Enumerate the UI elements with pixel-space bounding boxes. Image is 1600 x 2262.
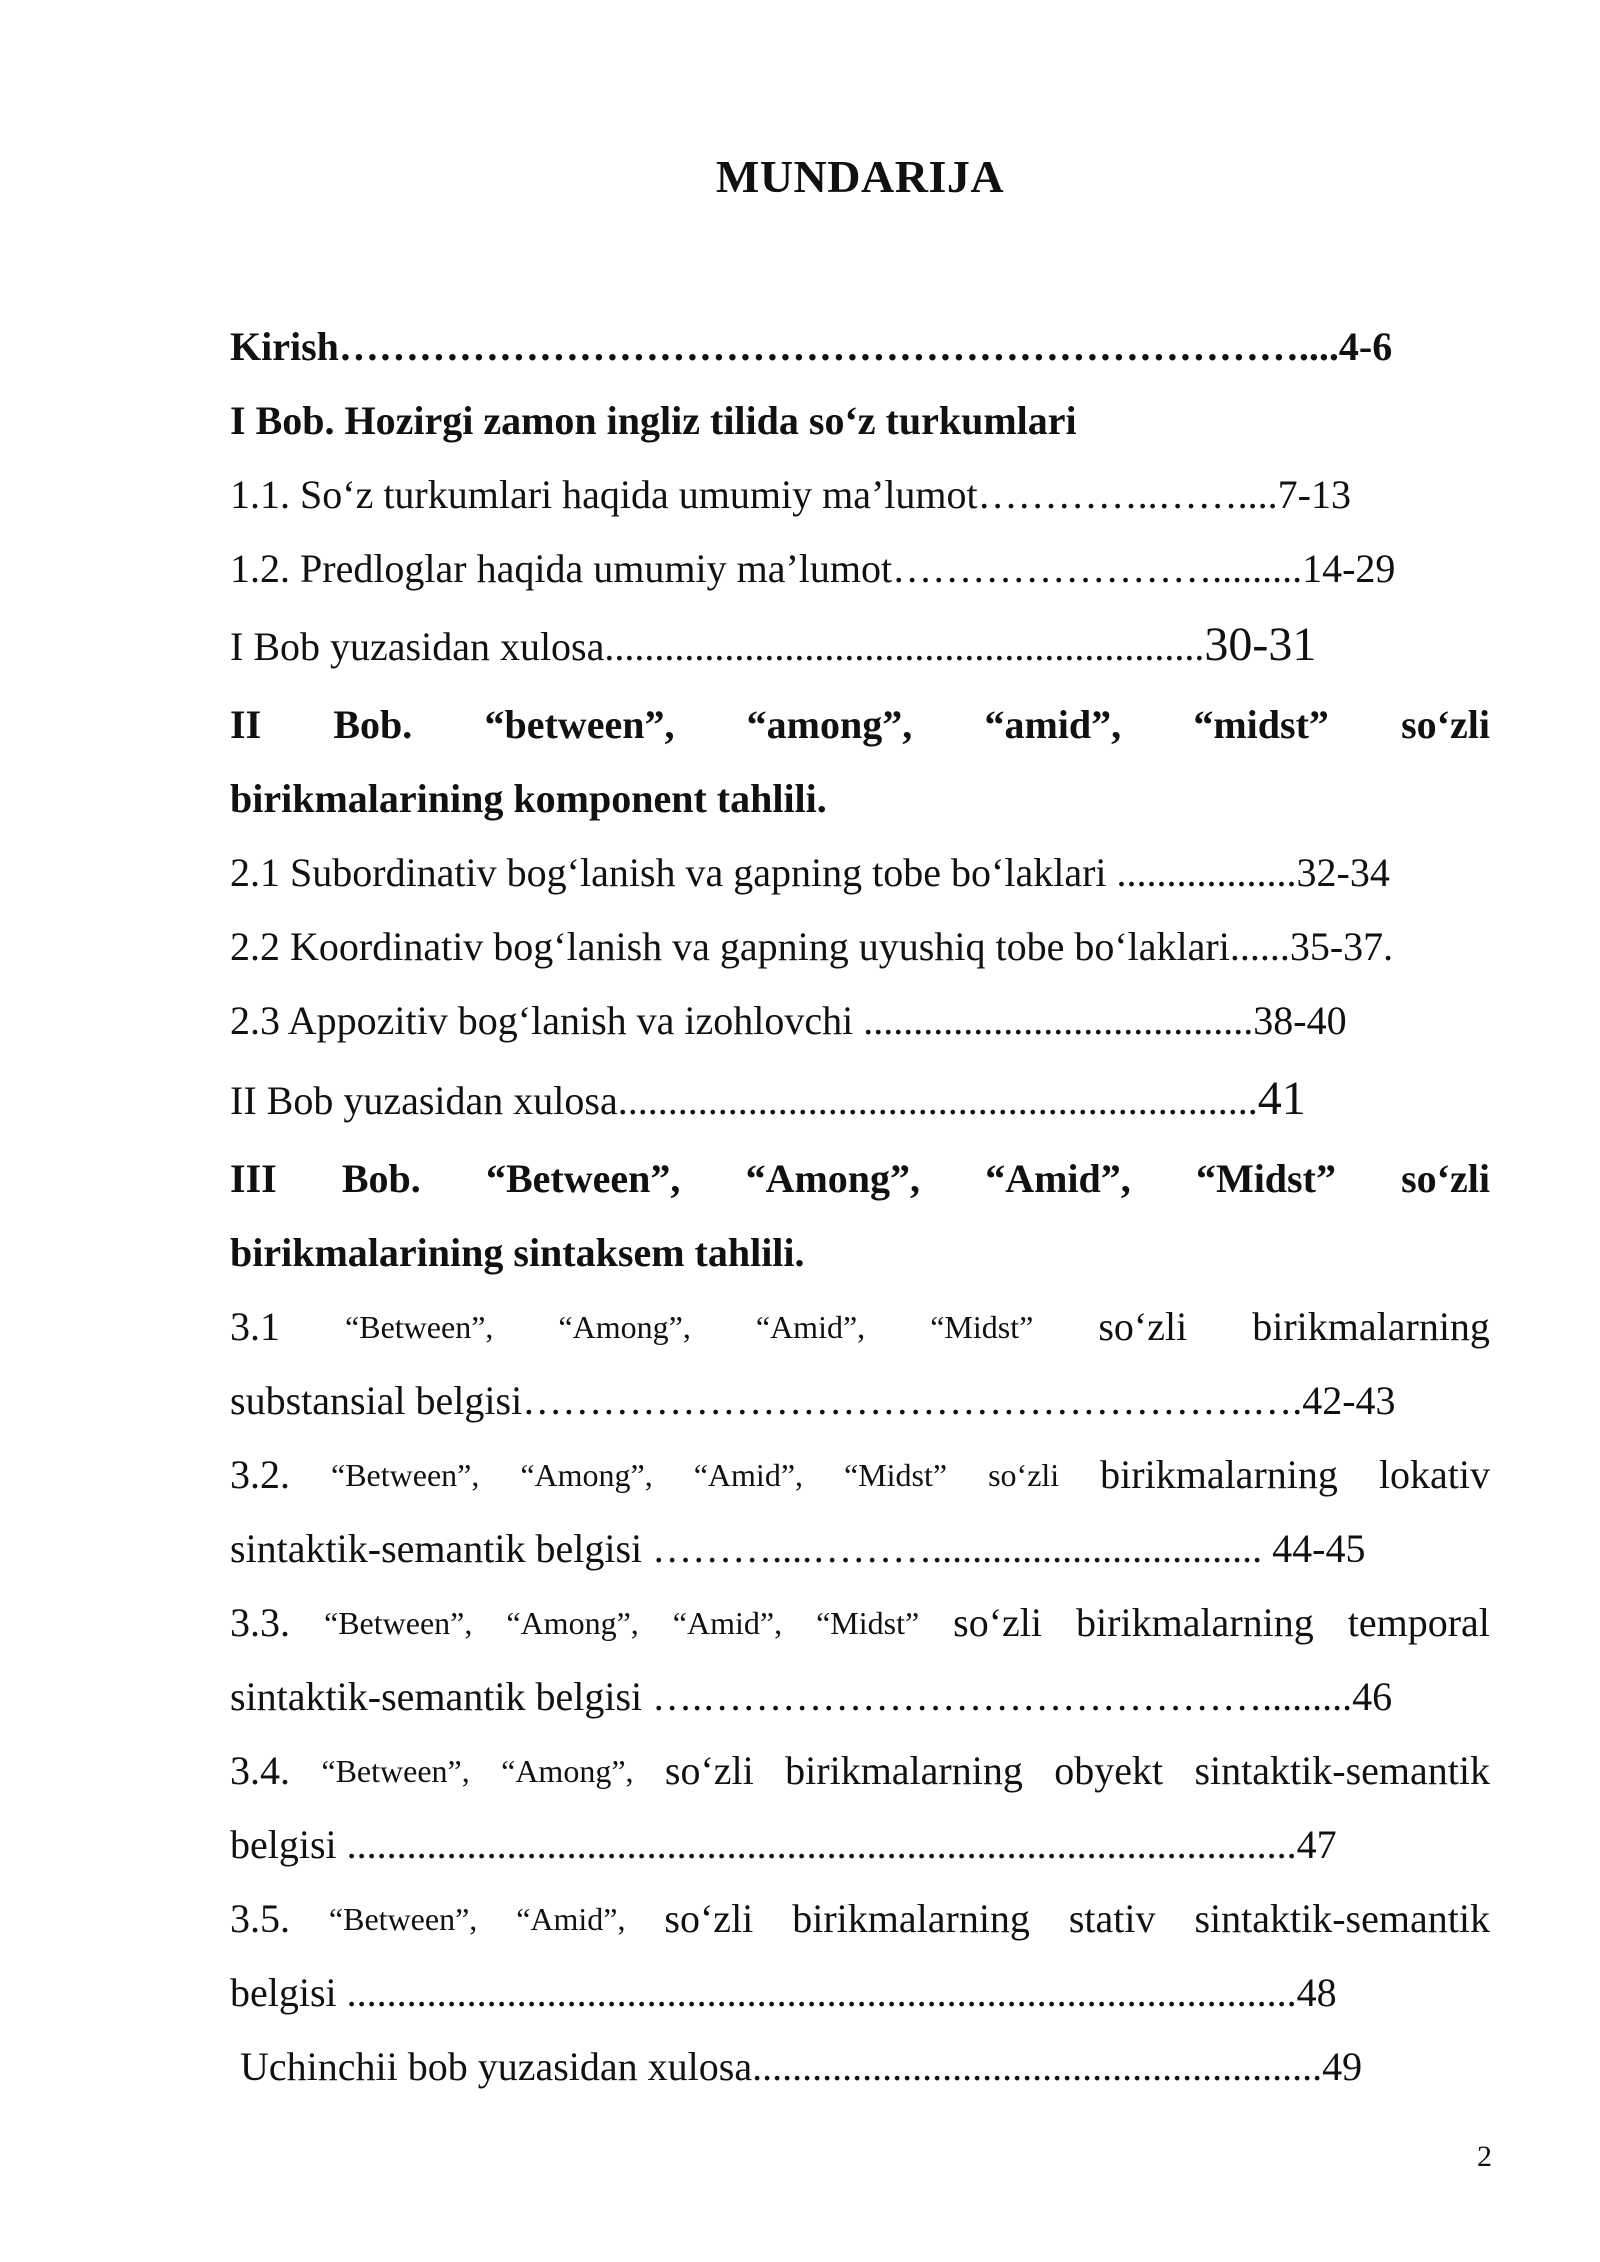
word: obyekt xyxy=(1054,1748,1164,1793)
word: “Between”, xyxy=(321,1753,470,1789)
word: 3.2. xyxy=(230,1452,290,1497)
toc-entry-1-2: 1.2. Predloglar haqida umumiy ma’lumot…………………….........14-29 xyxy=(230,546,1396,591)
word: “Between”, xyxy=(485,1156,681,1201)
word: Bob. xyxy=(341,1156,421,1201)
word: 3.5. xyxy=(230,1896,290,1941)
word: so‘zli xyxy=(1401,1156,1490,1201)
toc-chapter-2-heading-line1 xyxy=(230,700,1490,750)
word: so‘zli xyxy=(988,1457,1060,1493)
word: “Midst” xyxy=(930,1309,1034,1345)
word: birikmalarning xyxy=(1076,1600,1314,1645)
word: “Between”, xyxy=(324,1605,473,1641)
word: birikmalarning xyxy=(785,1748,1023,1793)
word: III xyxy=(230,1156,277,1201)
toc-entry-2-2: 2.2 Koordinativ bog‘lanish va gapning uyushiq tobe bo‘laklari......35-37. xyxy=(230,924,1394,969)
word: “Among”, xyxy=(745,1156,921,1201)
toc-entry-ch3-conclusion: Uchinchii bob yuzasidan xulosa.........................................................49 xyxy=(230,2044,1363,2089)
word: so‘zli xyxy=(1401,702,1490,747)
word: “Among”, xyxy=(506,1605,639,1641)
word: “amid”, xyxy=(984,702,1122,747)
word: so‘zli xyxy=(664,1896,754,1941)
toc-entry-3-3-line1 xyxy=(230,1598,1490,1648)
word: sintaktik-semantik xyxy=(1194,1896,1490,1941)
word: 3.1 xyxy=(230,1304,280,1349)
toc-entry-3-3-line2: sintaktik-semantik belgisi ….…………………………………….........46 xyxy=(230,1674,1393,1719)
word: “Between”, xyxy=(330,1457,480,1493)
word: so‘zli xyxy=(953,1600,1043,1645)
toc-entry-3-2-line1 xyxy=(230,1450,1490,1500)
word: sintaktik-semantik xyxy=(1194,1748,1490,1793)
word: “Midst” xyxy=(1195,1156,1336,1201)
word: “Amid”, xyxy=(985,1156,1131,1201)
toc-entry-3-1-line2: substansial belgisi……………………………………………….….42-43 xyxy=(230,1378,1396,1423)
word: “Amid”, xyxy=(693,1457,804,1493)
toc-entry-2-1: 2.1 Subordinativ bog‘lanish va gapning tobe bo‘laklari ..................32-34 xyxy=(230,850,1390,895)
word: “Among”, xyxy=(520,1457,653,1493)
word: Bob. xyxy=(333,702,413,747)
toc-entry-3-5-line2: belgisi ...............................................................................................48 xyxy=(230,1970,1337,2015)
word: “Among”, xyxy=(501,1753,634,1789)
word: temporal xyxy=(1347,1600,1490,1645)
page-title: MUNDARIJA xyxy=(715,151,1005,202)
toc-entry-3-5-line1 xyxy=(230,1894,1490,1944)
word: birikmalarning xyxy=(1100,1452,1338,1497)
word: lokativ xyxy=(1378,1452,1490,1497)
toc-chapter-3-heading-line1 xyxy=(230,1154,1490,1204)
toc-chapter-3-heading-line2: birikmalarining sintaksem tahlili. xyxy=(230,1230,805,1275)
toc-entry-intro: Kirish………………………………………………………………....4-6 xyxy=(230,324,1393,369)
word: “Amid”, xyxy=(672,1605,783,1641)
toc-entry-page: 30-31 xyxy=(1204,618,1317,671)
page-number: 2 xyxy=(1477,2140,1492,2173)
word: “midst” xyxy=(1193,702,1329,747)
word: “Amid”, xyxy=(516,1901,626,1937)
word: so‘zli xyxy=(664,1748,754,1793)
word: so‘zli xyxy=(1098,1304,1188,1349)
toc-chapter-1-heading: I Bob. Hozirgi zamon ingliz tilida so‘z turkumlari xyxy=(230,398,1077,443)
toc-entry-1-1: 1.1. So‘z turkumlari haqida umumiy ma’lumot…………..……....7-13 xyxy=(230,472,1351,517)
word: “Between”, xyxy=(345,1309,494,1345)
word: 3.4. xyxy=(230,1748,290,1793)
toc-entry-ch1-conclusion xyxy=(230,620,1490,670)
toc-entry-3-2-line2: sintaktik-semantik belgisi ………....………................................. 44-45 xyxy=(230,1526,1366,1571)
word: stativ xyxy=(1068,1896,1156,1941)
word: 3.3. xyxy=(230,1600,290,1645)
word: “among”, xyxy=(746,702,913,747)
toc-entry-3-1-line1 xyxy=(230,1302,1490,1352)
word: “between”, xyxy=(484,702,675,747)
word: “Amid”, xyxy=(755,1309,866,1345)
word: “Among”, xyxy=(558,1309,691,1345)
toc-entry-3-4-line1 xyxy=(230,1746,1490,1796)
word: birikmalarning xyxy=(792,1896,1030,1941)
word: “Between”, xyxy=(328,1901,478,1937)
toc-entry-3-4-line2: belgisi ...............................................................................................47 xyxy=(230,1822,1337,1867)
toc-entry-ch2-conclusion xyxy=(230,1074,1490,1124)
toc-entry-text: I Bob yuzasidan xulosa............................................................ xyxy=(230,624,1205,669)
word: birikmalarning xyxy=(1252,1304,1490,1349)
word: “Midst” xyxy=(844,1457,948,1493)
toc-entry-2-3: 2.3 Appozitiv bog‘lanish va izohlovchi .......................................38-40 xyxy=(230,998,1347,1043)
toc-entry-text: II Bob yuzasidan xulosa................................................................ xyxy=(230,1078,1258,1123)
toc-entry-page: 41 xyxy=(1257,1072,1306,1125)
toc-chapter-2-heading-line2: birikmalarining komponent tahlili. xyxy=(230,776,827,821)
word: II xyxy=(230,702,262,747)
word: “Midst” xyxy=(816,1605,920,1641)
